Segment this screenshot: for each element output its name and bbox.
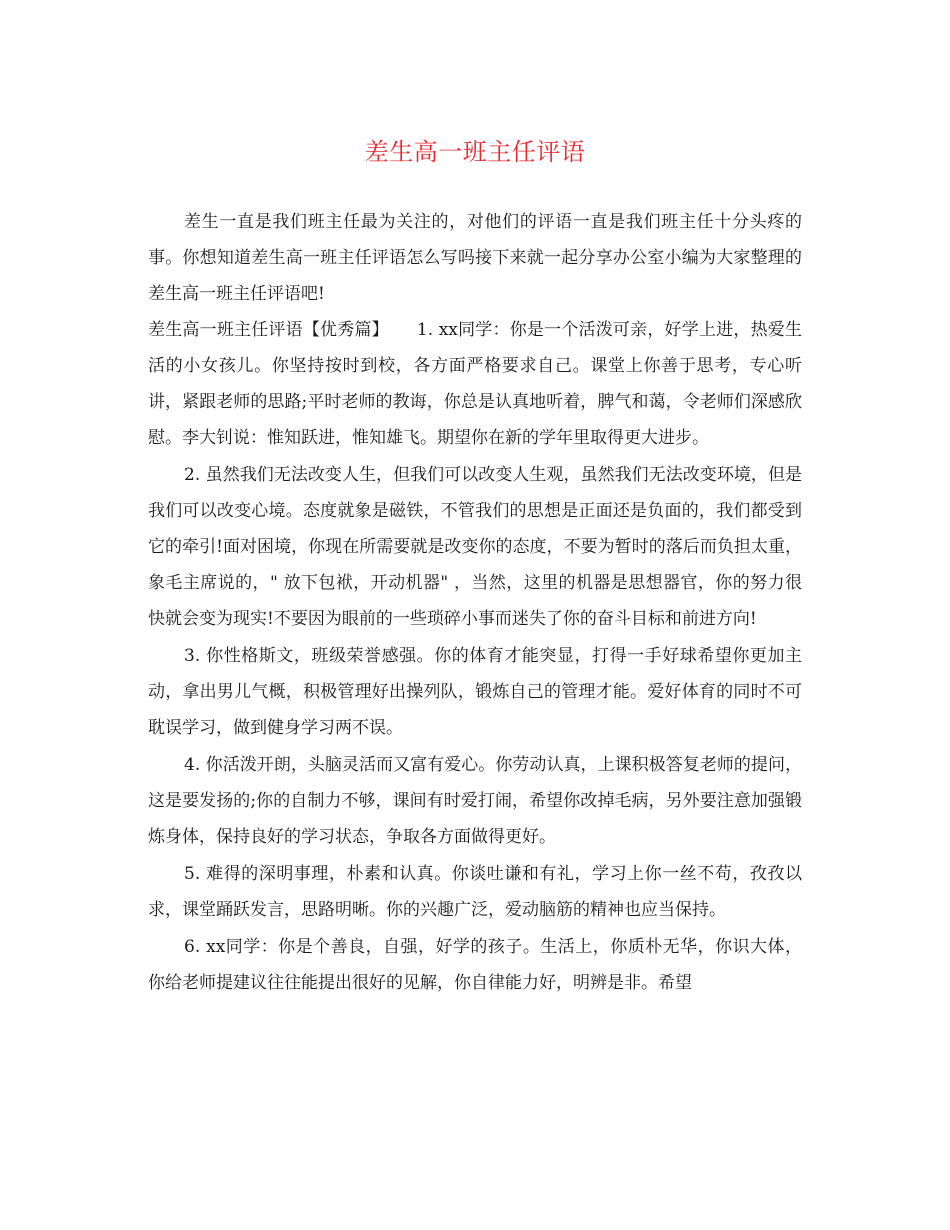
document-body bbox=[148, 204, 802, 1001]
section-heading: 差生高一班主任评语【优秀篇】 bbox=[148, 320, 389, 340]
comment-item-4: 4. 你活泼开朗，头脑灵活而又富有爱心。你劳动认真，上课积极答复老师的提问，这是要发扬的;你的自制力不够，课间有时爱打闹，希望你改掉毛病，另外要注意加强锻炼身体，保持良好的学习状态，争取各方面做得更好。 bbox=[148, 755, 802, 847]
section-paragraph bbox=[148, 312, 802, 456]
comment-item-6: 6. xx同学：你是个善良，自强，好学的孩子。生活上，你质朴无华，你识大体，你给老师提建议往往能提出很好的见解，你自律能力好，明辨是非。希望 bbox=[148, 937, 802, 993]
comment-item-1: 1. xx同学：你是一个活泼可亲，好学上进，热爱生活的小女孩儿。你坚持按时到校，各方面严格要求自己。课堂上你善于思考，专心听讲，紧跟老师的思路;平时老师的教诲，你总是认真地听着，脾气和蔼，令老师们深感欣慰。李大钊说：惟知跃进，惟知雄飞。期望你在新的学年里取得更大进步。 bbox=[148, 320, 802, 448]
intro-paragraph: 差生一直是我们班主任最为关注的，对他们的评语一直是我们班主任十分头疼的事。你想知道差生高一班主任评语怎么写吗接下来就一起分享办公室小编为大家整理的差生高一班主任评语吧! bbox=[148, 212, 802, 304]
comment-item-3: 3. 你性格斯文，班级荣誉感强。你的体育才能突显，打得一手好球希望你更加主动，拿出男儿气概，积极管理好出操列队，锻炼自己的管理才能。爱好体育的同时不可耽误学习，做到健身学习两不误。 bbox=[148, 646, 802, 738]
comment-item-2: 2. 虽然我们无法改变人生，但我们可以改变人生观，虽然我们无法改变环境，但是我们可以改变心境。态度就象是磁铁，不管我们的思想是正面还是负面的，我们都受到它的牵引!面对困境，你现在所需要就是改变你的态度，不要为暂时的落后而负担太重，象毛主席说的，" 放下包袱，开动机器" ，当然，这里的机器是思想器官，你的努力很快就会变为现实!不要因为眼前的一些琐碎小事而迷失了你的奋斗目标和前进方向! bbox=[148, 465, 802, 629]
document-page bbox=[148, 0, 802, 1001]
document-title: 差生高一班主任评语 bbox=[364, 138, 586, 166]
comment-item-5: 5. 难得的深明事理，朴素和认真。你谈吐谦和有礼，学习上你一丝不苟，孜孜以求，课堂踊跃发言，思路明晰。你的兴趣广泛，爱动脑筋的精神也应当保持。 bbox=[148, 864, 802, 920]
